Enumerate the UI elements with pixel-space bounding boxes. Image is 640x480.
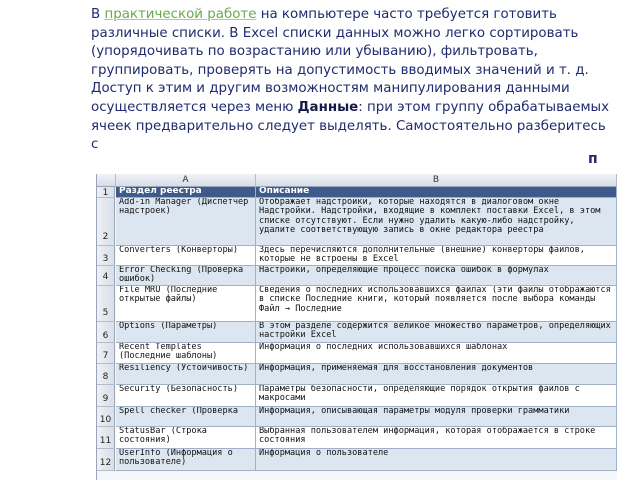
table-cell-description: В этом разделе содержится великое множество параметров, определяющих настройки Excel: [256, 322, 617, 343]
table-cell-registry: Add-in Manager (Диспетчер надстроек): [116, 198, 256, 246]
table-cell-registry: Security (Безопасность): [116, 385, 256, 407]
row-number: 6: [97, 322, 115, 343]
header-cell-registry: Раздел реестра: [116, 187, 256, 198]
table-cell-registry: Recent Templates (Последние шаблоны): [116, 343, 256, 364]
table-cell-registry: Converters (Конверторы): [116, 246, 256, 266]
column-header-a: A: [116, 174, 256, 187]
table-cell-description: Параметры безопасности, определяющие порядок открытия файлов с макросами: [256, 385, 617, 407]
row-number: 8: [97, 364, 115, 385]
row-number: 7: [97, 343, 115, 364]
spreadsheet-image: [96, 174, 617, 480]
table-cell-description: Здесь перечисляются дополнительные (внешние) конверторы файлов, которые не встроены в Excel: [256, 246, 617, 266]
body-paragraph: [91, 6, 611, 155]
table-cell-registry: StatusBar (Строка состояния): [116, 427, 256, 449]
table-cell-description: Отображает надстройки, которые находятся в диалоговом окне Надстройки. Надстройки, входящие в комплект поставки Excel, в этом списке отсутствуют. Если нужно удалить какую-либо надстройку, удалите соответствующую запись в окне редактора реестра: [256, 198, 617, 246]
row-number: 10: [97, 407, 115, 427]
table-cell-description: Выбранная пользователем информация, которая отображается в строке состояния: [256, 427, 617, 449]
row-number: 12: [97, 449, 115, 471]
row-number: 5: [97, 286, 115, 322]
table-cell-description: Информация, описывающая параметры модуля проверки грамматики: [256, 407, 617, 427]
table-cell-registry: Error Checking (Проверка ошибок): [116, 266, 256, 286]
para-suffix: : при этом группу обрабатываемых ячеек предварительно следует выделять. Самостоятельно разберитесь с: [91, 99, 610, 153]
row-number: 11: [97, 427, 115, 449]
row-number: 9: [97, 385, 115, 407]
table-cell-description: Информация, применяемая для восстановления документов: [256, 364, 617, 385]
overflow-text: п: [588, 151, 598, 167]
header-cell-description: Описание: [256, 187, 617, 198]
row-number: 4: [97, 266, 115, 286]
table-cell-description: Информация о последних использовавшихся шаблонах: [256, 343, 617, 364]
table-cell-registry: UserInfo (Информация о пользователе): [116, 449, 256, 471]
table-cell-description: Информация о пользователе: [256, 449, 617, 471]
table-cell-registry: Spell checker (Проверка: [116, 407, 256, 427]
table-cell-description: Настройки, определяющие процесс поиска ошибок в формулах: [256, 266, 617, 286]
table-cell-registry: File MRU (Последние открытые файлы): [116, 286, 256, 322]
row-number: 1: [97, 187, 115, 198]
table-cell-registry: Options (Параметры): [116, 322, 256, 343]
practical-work-link[interactable]: практической работе: [104, 7, 257, 22]
corner-cell: [97, 174, 116, 187]
para-prefix: В: [91, 7, 105, 22]
row-number: 3: [97, 246, 115, 266]
table-cell-registry: Resiliency (Устойчивость): [116, 364, 256, 385]
para-mid: на компьютере часто требуется готовить различные списки. В Excel списки данных можно легко сортировать (упорядочивать по возрастанию или убыванию), фильтровать, группировать, проверять на допустимость вводимых значений и т. д. Доступ к этим и другим возможностям манипулирования данными осуществляется через меню: [91, 7, 589, 115]
row-number: 2: [97, 198, 115, 246]
column-header-b: B: [256, 174, 617, 187]
table-cell-description: Сведения о последних использовавшихся файлах (эти файлы отображаются в списке Последние книги, который появляется после выбора команды Файл → Последние: [256, 286, 617, 322]
menu-data-bold: Данные: [297, 99, 359, 115]
